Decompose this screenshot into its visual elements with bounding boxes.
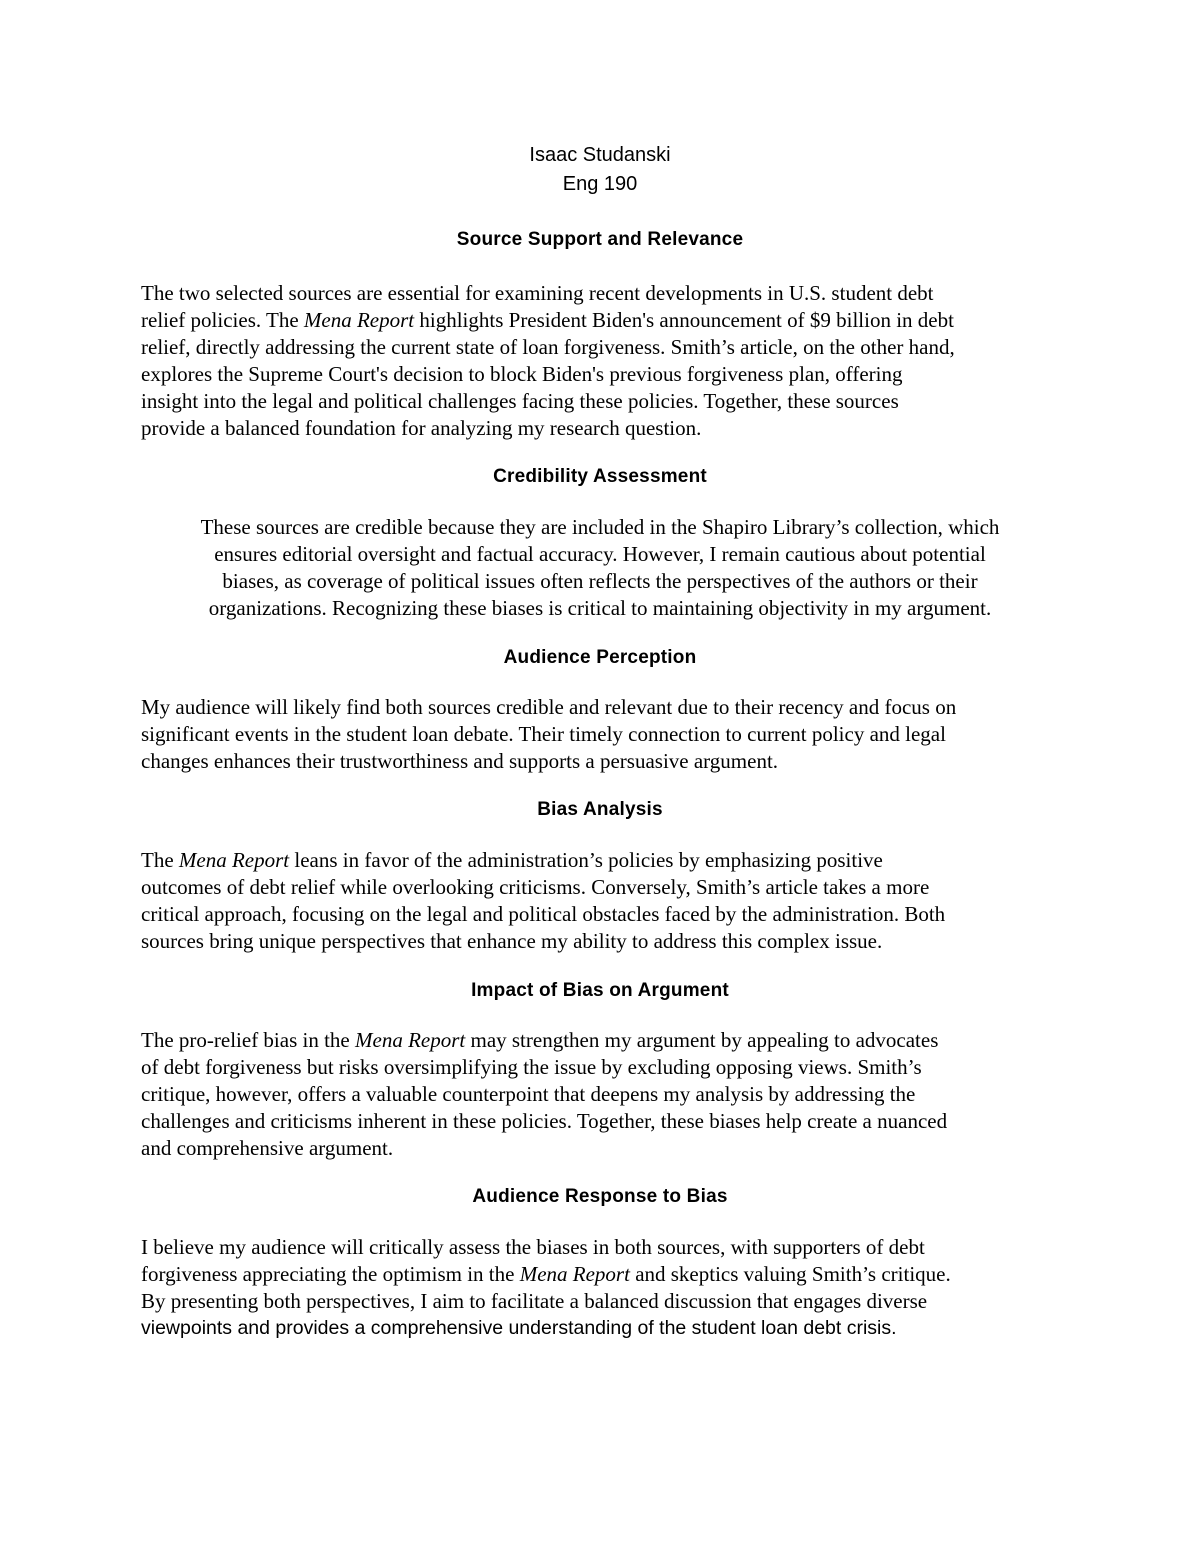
paragraph-line: biases, as coverage of political issues often reflects the perspectives of the authors or their: [222, 569, 978, 593]
paragraph-line: I believe my audience will critically assess the biases in both sources, with supporters of debt: [141, 1235, 925, 1259]
paragraph-line: relief policies. The Mena Report highlights President Biden's announcement of $9 billion in debt: [141, 308, 954, 332]
paragraph-line: critique, however, offers a valuable counterpoint that deepens my analysis by addressing the: [141, 1082, 916, 1106]
paragraph-line: and comprehensive argument.: [141, 1136, 394, 1160]
section-title-source-support: Source Support and Relevance: [456, 229, 744, 250]
paragraph-bias-analysis: [141, 847, 1061, 955]
italic-source-title: Mena Report: [303, 308, 415, 332]
paragraph-line: significant events in the student loan debate. Their timely connection to current policy and legal: [141, 722, 946, 746]
paragraph-line: The pro-relief bias in the Mena Report may strengthen my argument by appealing to advocates: [141, 1028, 939, 1052]
paragraph-line: insight into the legal and political challenges facing these policies. Together, these sources: [141, 389, 899, 413]
italic-source-title: Mena Report: [178, 848, 290, 872]
section-title-impact-of-bias: Impact of Bias on Argument: [471, 980, 729, 1001]
paragraph-line: The two selected sources are essential for examining recent developments in U.S. student debt: [141, 281, 934, 305]
paragraph-line: explores the Supreme Court's decision to block Biden's previous forgiveness plan, offering: [141, 362, 903, 386]
section-title-bias-analysis: Bias Analysis: [537, 799, 663, 820]
paragraph-line: organizations. Recognizing these biases is critical to maintaining objectivity in my argument.: [208, 596, 992, 620]
paragraph-line: sources bring unique perspectives that enhance my ability to address this complex issue.: [141, 929, 883, 953]
paragraph-line: critical approach, focusing on the legal and political obstacles faced by the administration. Both: [141, 902, 946, 926]
paragraph-line: These sources are credible because they are included in the Shapiro Library’s collection, which: [200, 515, 1000, 539]
paragraph-line: My audience will likely find both sources credible and relevant due to their recency and focus on: [141, 695, 957, 719]
paragraph-line: ensures editorial oversight and factual accuracy. However, I remain cautious about potential: [214, 542, 986, 566]
paragraph-line: By presenting both perspectives, I aim to facilitate a balanced discussion that engages diverse: [141, 1289, 928, 1313]
paragraph-line: relief, directly addressing the current state of loan forgiveness. Smith’s article, on the other hand,: [141, 335, 955, 359]
paragraph-line: forgiveness appreciating the optimism in the Mena Report and skeptics valuing Smith’s critique.: [141, 1262, 951, 1286]
section-title-audience-response: Audience Response to Bias: [472, 1186, 728, 1207]
paragraph-line: viewpoints and provides a comprehensive understanding of the student loan debt crisis.: [141, 1317, 897, 1339]
paragraph-line: challenges and criticisms inherent in these policies. Together, these biases help create a nuanced: [141, 1109, 948, 1133]
paragraph-line: The Mena Report leans in favor of the administration’s policies by emphasizing positive: [141, 848, 883, 872]
paragraph-impact-of-bias: [141, 1027, 1061, 1162]
italic-source-title: Mena Report: [519, 1262, 630, 1286]
paragraph-line: changes enhances their trustworthiness and supports a persuasive argument.: [141, 749, 779, 773]
paragraph-source-support: [141, 280, 1061, 442]
paragraph-line: outcomes of debt relief while overlooking criticisms. Conversely, Smith’s article takes a more: [141, 875, 930, 899]
paragraph-credibility: [141, 514, 1059, 622]
paragraph-audience-perception: [141, 694, 1061, 775]
document-header: [0, 141, 1200, 199]
paragraph-audience-response: [141, 1234, 1061, 1342]
paragraph-line: provide a balanced foundation for analyzing my research question.: [141, 416, 702, 440]
paragraph-line: of debt forgiveness but risks oversimplifying the issue by excluding opposing views. Smith’s: [141, 1055, 922, 1079]
section-title-credibility: Credibility Assessment: [493, 466, 707, 487]
course-name: Eng 190: [562, 173, 638, 195]
author-name: Isaac Studanski: [529, 144, 671, 166]
section-title-audience-perception: Audience Perception: [503, 647, 697, 668]
italic-source-title: Mena Report: [355, 1028, 466, 1052]
